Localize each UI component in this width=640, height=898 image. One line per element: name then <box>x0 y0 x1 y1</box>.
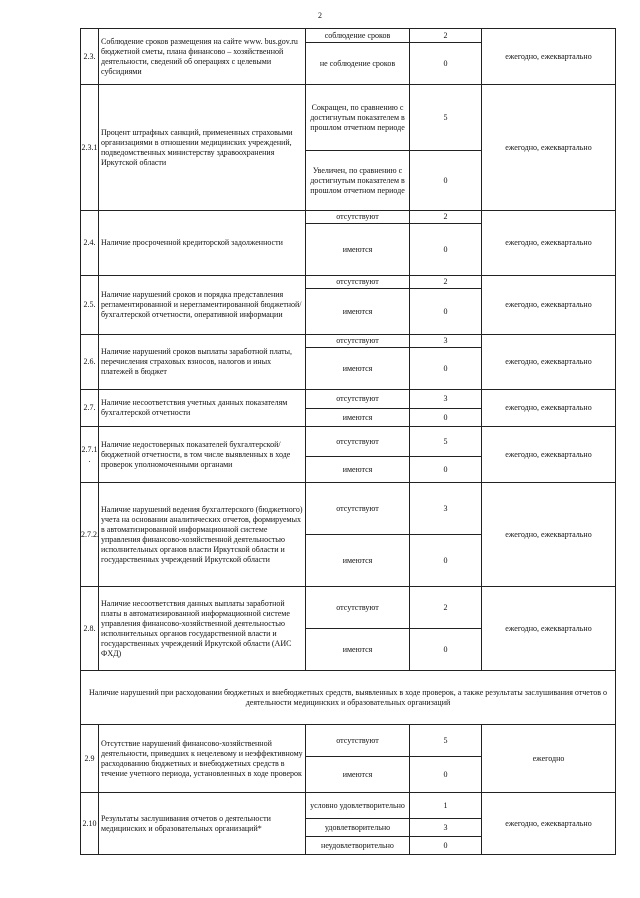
periodicity-cell: ежегодно, ежеквартально <box>482 390 616 427</box>
section-heading: Наличие нарушений при расходовании бюджетных и внебюджетных средств, выявленных в ходе проверок, а также результаты заслушивания отчетов о деятельности медицинских и образовательных организаций <box>81 671 616 725</box>
condition-cell: отсутствуют <box>306 483 410 535</box>
score-cell: 3 <box>410 483 482 535</box>
condition-cell: отсутствуют <box>306 725 410 757</box>
table-row <box>81 276 616 289</box>
score-cell: 0 <box>410 289 482 335</box>
indicator-name: Соблюдение сроков размещения на сайте www. bus.gov.ru бюджетной сметы, плана финансово – хозяйственной деятельности, сведений об операциях с целевыми субсидиями <box>99 29 306 85</box>
score-cell: 0 <box>410 457 482 483</box>
score-cell: 5 <box>410 725 482 757</box>
periodicity-cell: ежегодно, ежеквартально <box>482 793 616 855</box>
score-cell: 3 <box>410 819 482 837</box>
condition-cell: имеются <box>306 757 410 793</box>
score-cell: 3 <box>410 390 482 409</box>
condition-cell: отсутствуют <box>306 390 410 409</box>
indicator-name: Наличие нарушений сроков и порядка представления регламентированной и нерегламентированной бюджетной/бухгалтерской отчетности, оперативной информации <box>99 276 306 335</box>
indicator-name: Наличие нарушений ведения бухгалтерского (бюджетного) учета на основании аналитических отчетов, формируемых в автоматизированной информационной системе управления финансово-хозяйственной деятельностью исполнительных органов власти Иркутской области и государственных учреждений Иркутской области <box>99 483 306 587</box>
indicator-name: Наличие недостоверных показателей бухгалтерской/бюджетной отчетности, в том числе выявленных в ходе проверок уполномоченными органами <box>99 427 306 483</box>
indicator-name: Отсутствие нарушений финансово-хозяйственной деятельности, приведших к нецелевому и неэффективному расходованию бюджетных и внебюджетных средств в течение учетного периода, установленных в ходе проверок <box>99 725 306 793</box>
row-number: 2.7. <box>81 390 99 427</box>
periodicity-cell: ежегодно, ежеквартально <box>482 427 616 483</box>
condition-cell: не соблюдение сроков <box>306 43 410 85</box>
condition-cell: отсутствуют <box>306 427 410 457</box>
table-row <box>81 793 616 819</box>
table-row <box>81 85 616 151</box>
condition-cell: отсутствуют <box>306 276 410 289</box>
page-number: 2 <box>318 11 322 20</box>
score-cell: 0 <box>410 151 482 211</box>
table-row <box>81 211 616 224</box>
condition-cell: условно удовлетворительно <box>306 793 410 819</box>
score-cell: 0 <box>410 409 482 427</box>
score-cell: 0 <box>410 837 482 855</box>
score-cell: 2 <box>410 29 482 43</box>
periodicity-cell: ежегодно, ежеквартально <box>482 483 616 587</box>
row-number: 2.9 <box>81 725 99 793</box>
condition-cell: имеются <box>306 457 410 483</box>
score-cell: 0 <box>410 629 482 671</box>
condition-cell: имеются <box>306 348 410 390</box>
table-row <box>81 725 616 757</box>
row-number: 2.3. <box>81 29 99 85</box>
table-row <box>81 335 616 348</box>
indicator-name: Результаты заслушивания отчетов о деятельности медицинских и образовательных организаций* <box>99 793 306 855</box>
indicator-name: Наличие несоответствия учетных данных показателям бухгалтерской отчетности <box>99 390 306 427</box>
row-number: 2.3.1 <box>81 85 99 211</box>
table-row <box>81 427 616 457</box>
row-number: 2.4. <box>81 211 99 276</box>
score-cell: 0 <box>410 348 482 390</box>
condition-cell: имеются <box>306 409 410 427</box>
score-cell: 0 <box>410 43 482 85</box>
score-cell: 0 <box>410 757 482 793</box>
indicator-name: Наличие несоответствия данных выплаты заработной платы в автоматизированной информационной системе управления финансово-хозяйственной деятельностью исполнительных органов государственной власти и государственных учреждений Иркутской области (АИС ФХД) <box>99 587 306 671</box>
indicator-name: Наличие просроченной кредиторской задолженности <box>99 211 306 276</box>
row-number: 2.7.2. <box>81 483 99 587</box>
periodicity-cell: ежегодно, ежеквартально <box>482 587 616 671</box>
table-row <box>81 390 616 409</box>
table-row <box>81 483 616 535</box>
condition-cell: имеются <box>306 224 410 276</box>
row-number: 2.10 <box>81 793 99 855</box>
score-cell: 2 <box>410 587 482 629</box>
score-cell: 2 <box>410 276 482 289</box>
condition-cell: имеются <box>306 289 410 335</box>
periodicity-cell: ежегодно, ежеквартально <box>482 335 616 390</box>
table-row <box>81 671 616 725</box>
periodicity-cell: ежегодно <box>482 725 616 793</box>
score-cell: 0 <box>410 224 482 276</box>
score-cell: 5 <box>410 85 482 151</box>
condition-cell: Сокращен, по сравнению с достигнутым показателем в прошлом отчетном периоде <box>306 85 410 151</box>
condition-cell: имеются <box>306 629 410 671</box>
periodicity-cell: ежегодно, ежеквартально <box>482 29 616 85</box>
indicator-name: Процент штрафных санкций, примененных страховыми организациями в отношении медицинских учреждений, подведомственных министерству здравоохранения Иркутской области <box>99 85 306 211</box>
score-cell: 1 <box>410 793 482 819</box>
condition-cell: соблюдение сроков <box>306 29 410 43</box>
table-row <box>81 29 616 43</box>
condition-cell: Увеличен, по сравнению с достигнутым показателем в прошлом отчетном периоде <box>306 151 410 211</box>
score-cell: 3 <box>410 335 482 348</box>
row-number: 2.7.1 . <box>81 427 99 483</box>
condition-cell: отсутствуют <box>306 211 410 224</box>
condition-cell: имеются <box>306 535 410 587</box>
periodicity-cell: ежегодно, ежеквартально <box>482 85 616 211</box>
score-cell: 0 <box>410 535 482 587</box>
indicator-name: Наличие нарушений сроков выплаты заработной платы, перечисления страховых взносов, налогов и иных платежей в бюджет <box>99 335 306 390</box>
condition-cell: отсутствуют <box>306 587 410 629</box>
score-cell: 5 <box>410 427 482 457</box>
periodicity-cell: ежегодно, ежеквартально <box>482 276 616 335</box>
table-row <box>81 587 616 629</box>
condition-cell: отсутствуют <box>306 335 410 348</box>
row-number: 2.8. <box>81 587 99 671</box>
row-number: 2.6. <box>81 335 99 390</box>
condition-cell: неудовлетворительно <box>306 837 410 855</box>
score-cell: 2 <box>410 211 482 224</box>
periodicity-cell: ежегодно, ежеквартально <box>482 211 616 276</box>
condition-cell: удовлетворительно <box>306 819 410 837</box>
row-number: 2.5. <box>81 276 99 335</box>
criteria-table <box>80 28 616 855</box>
